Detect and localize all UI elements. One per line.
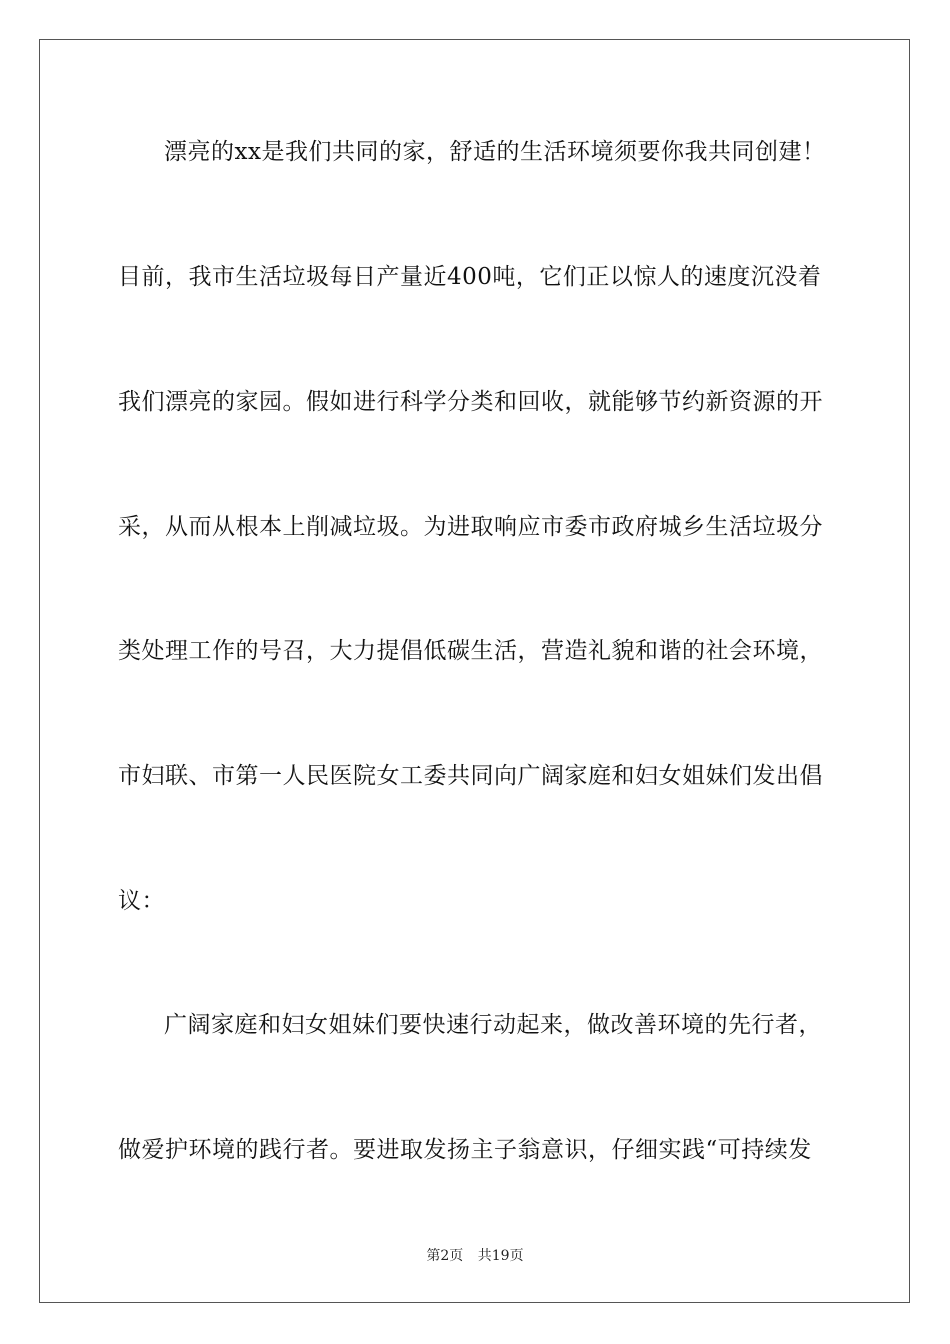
paragraph-line: 广阔家庭和妇女姐妹们要快速行动起来，做改善环境的先行者， [164, 1012, 822, 1038]
page-frame [39, 39, 910, 1303]
paragraph-line: 目前，我市生活垃圾每日产量近400吨，它们正以惊人的速度沉没着 [118, 264, 822, 290]
paragraph-line: 漂亮的xx是我们共同的家，舒适的生活环境须要你我共同创建！ [164, 139, 826, 165]
paragraph-line: 做爱护环境的践行者。要进取发扬主子翁意识，仔细实践“可持续发 [118, 1137, 812, 1163]
paragraph-line: 我们漂亮的家园。假如进行科学分类和回收，就能够节约新资源的开 [118, 389, 823, 415]
page-footer [0, 1247, 950, 1265]
paragraph-line: 采，从而从根本上削减垃圾。为进取响应市委市政府城乡生活垃圾分 [118, 514, 823, 540]
paragraph-line: 类处理工作的号召，大力提倡低碳生活，营造礼貌和谐的社会环境， [118, 638, 823, 664]
paragraph-line: 市妇联、市第一人民医院女工委共同向广阔家庭和妇女姐妹们发出倡 [118, 763, 823, 789]
paragraph-line: 议： [118, 888, 165, 914]
page-number-current: 第2页 [426, 1248, 464, 1264]
page-number-total: 共19页 [477, 1248, 524, 1264]
